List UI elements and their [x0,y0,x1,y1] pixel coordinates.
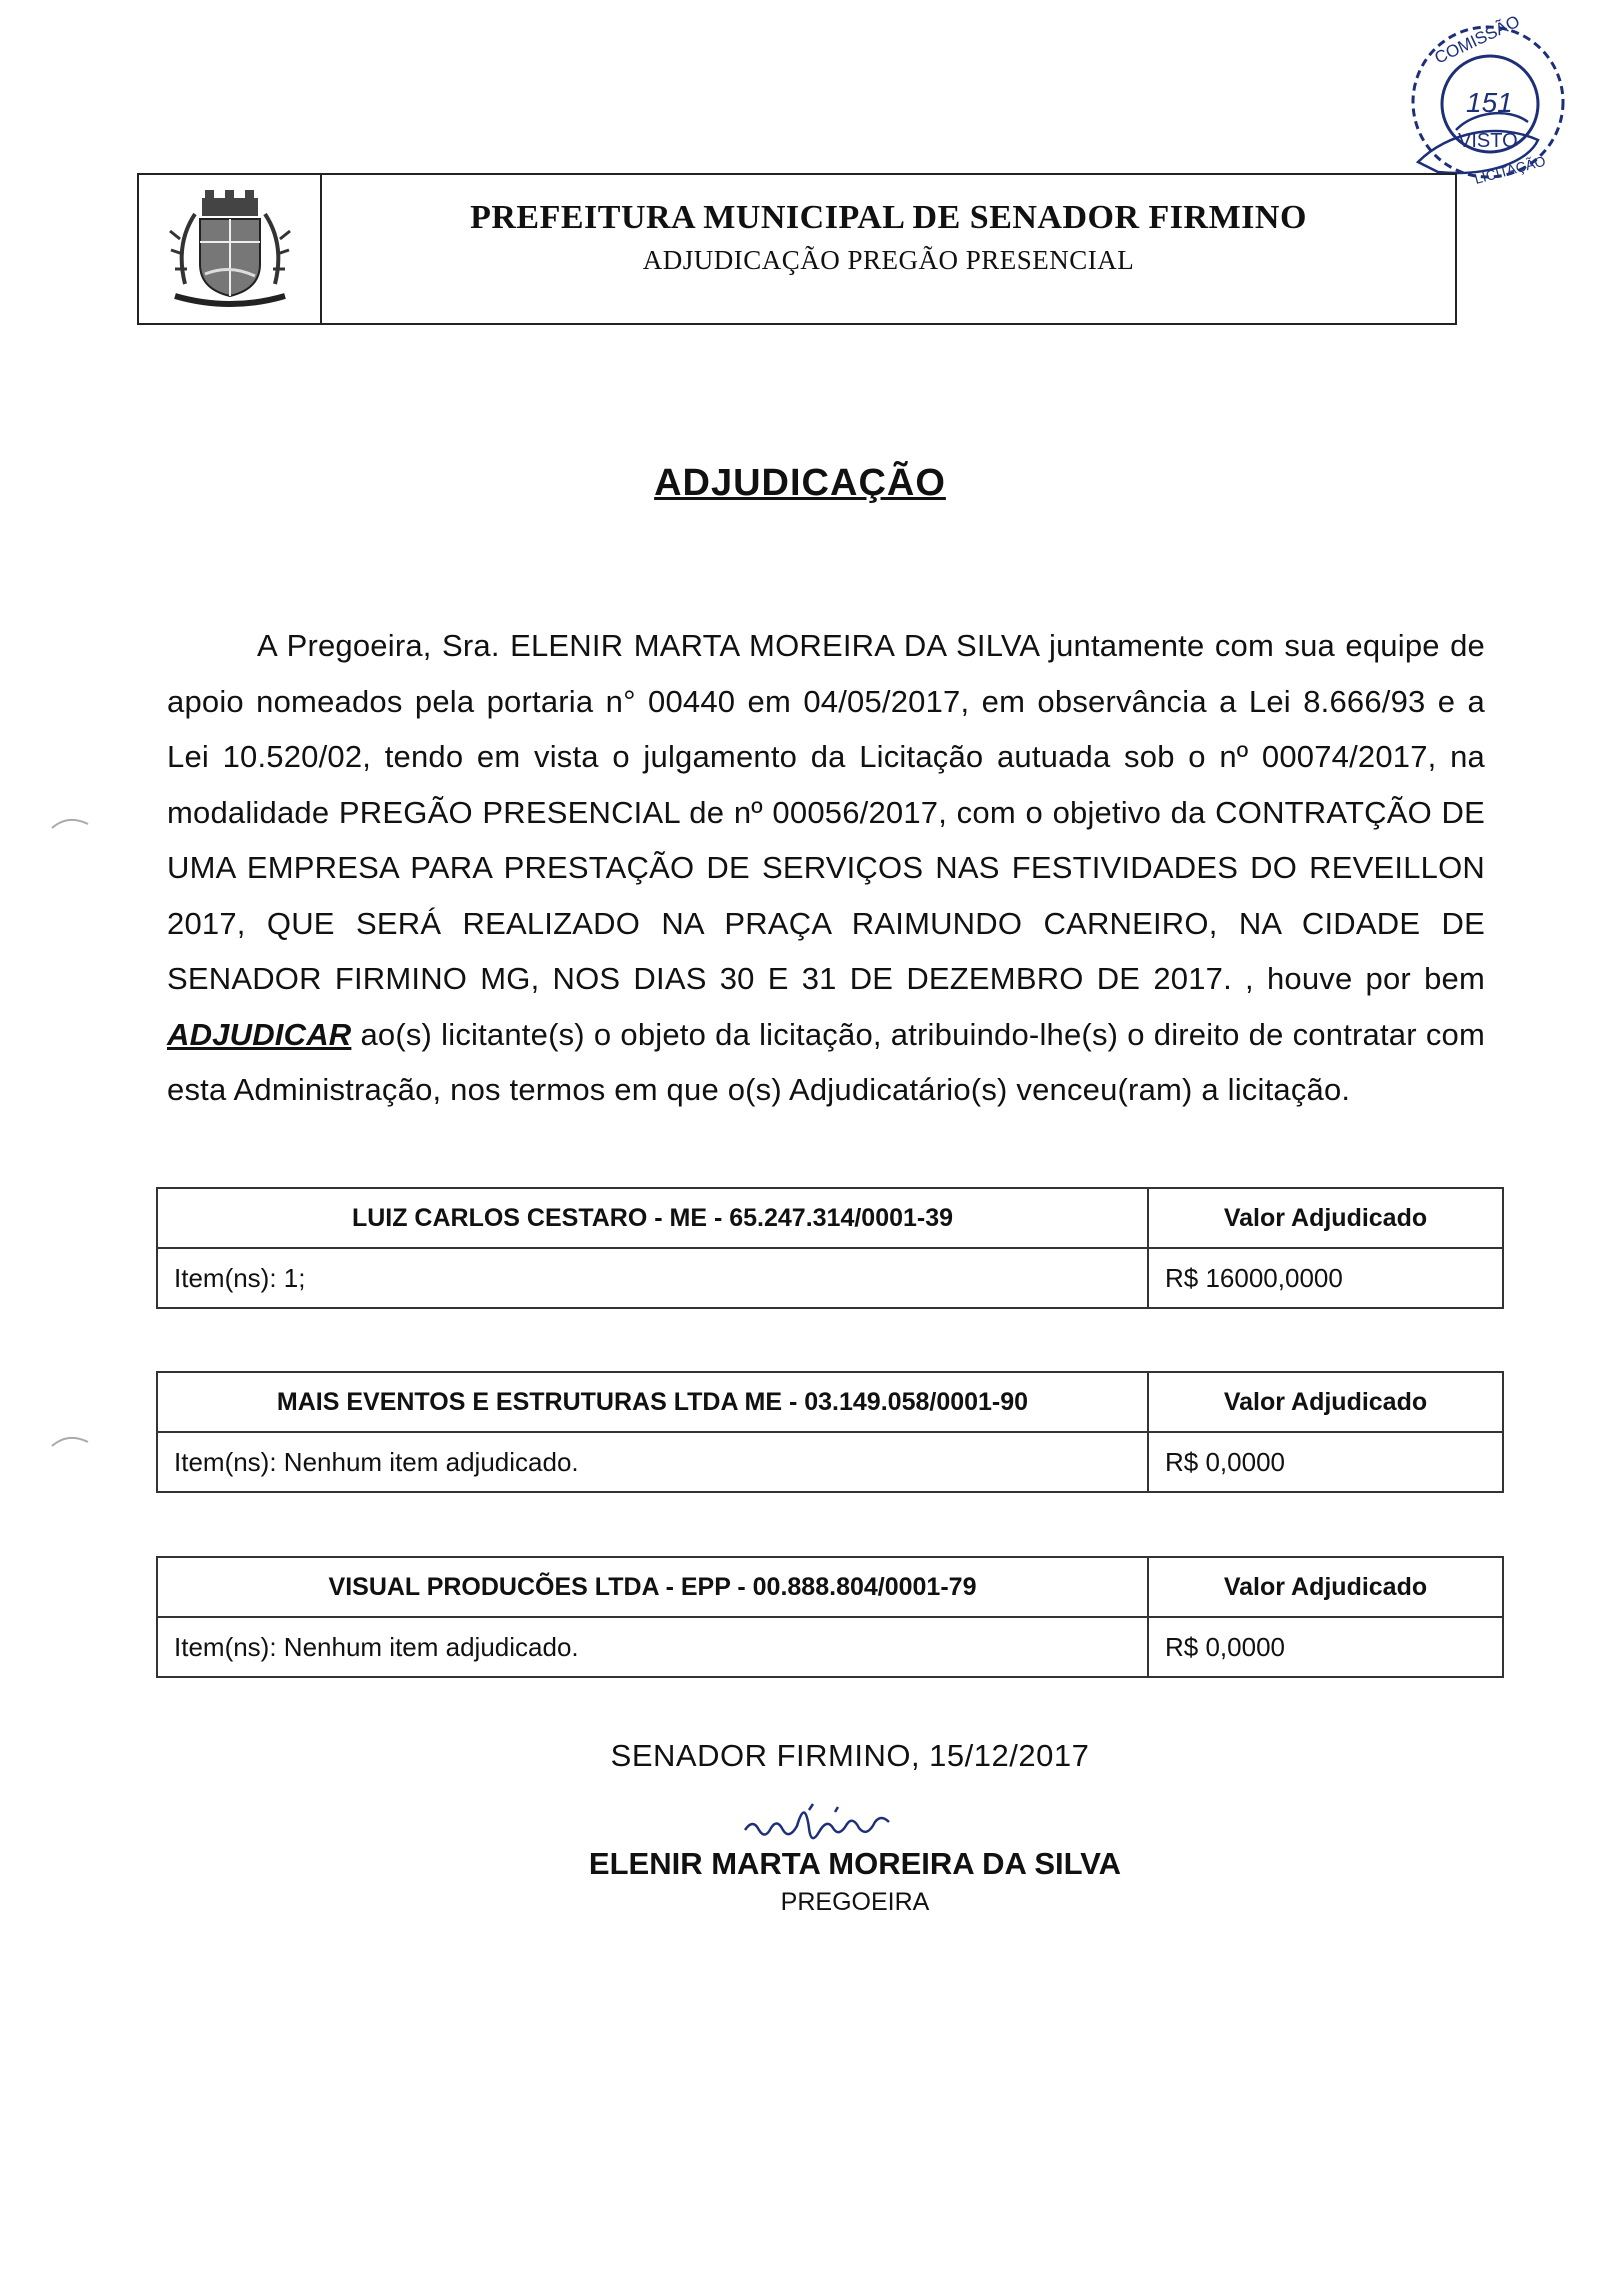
awarded-items: Item(ns): Nenhum item adjudicado. [157,1617,1148,1677]
award-table [156,1187,1504,1309]
award-header-row [157,1557,1503,1617]
awarded-items: Item(ns): Nenhum item adjudicado. [157,1432,1148,1492]
document-type-subtitle: ADJUDICAÇÃO PREGÃO PRESENCIAL [642,245,1135,275]
awarded-value: R$ 16000,0000 [1148,1248,1503,1308]
stamp-top-text: COMISSÃO [1431,12,1523,68]
crest-cell [139,175,322,323]
award-detail-row [157,1617,1503,1677]
handwritten-signature [735,1788,955,1848]
document-title: ADJUDICAÇÃO [654,462,946,504]
adjudication-paragraph [167,618,1485,1118]
value-label: Valor Adjudicado [1148,1557,1503,1617]
award-header-row [157,1188,1503,1248]
award-detail-row [157,1248,1503,1308]
award-table [156,1371,1504,1493]
award-table [156,1556,1504,1678]
stamp-number: 151 [1466,87,1513,118]
paragraph-text-part1: A Pregoeira, Sra. ELENIR MARTA MOREIRA DA SILVA juntamente com sua equipe de apoio nomeados pela portaria n° 00440 em 04/05/2017, em observância a Lei 8.666/93 e a Lei 10.520/02, tendo em vista o julgamento da Licitação autuada sob o nº 00074/2017, na modalidade PREGÃO PRESENCIAL de nº 00056/2017, com o objetivo da CONTRATÇÃO DE UMA EMPRESA PARA PRESTAÇÃO DE SERVIÇOS NAS FESTIVIDADES DO REVEILLON 2017, QUE SERÁ REALIZADO NA PRAÇA RAIMUNDO CARNEIRO, NA CIDADE DE SENADOR FIRMINO MG, NOS DIAS 30 E 31 DE DEZEMBRO DE 2017. , houve por bem [167,628,1485,996]
letterhead [137,173,1457,325]
awarded-value: R$ 0,0000 [1148,1617,1503,1677]
visto-stamp [1378,12,1578,197]
awarded-items: Item(ns): 1; [157,1248,1148,1308]
coat-of-arms-icon [155,184,305,314]
stamp-middle-text: VISTO [1458,130,1518,152]
value-label: Valor Adjudicado [1148,1372,1503,1432]
vendor-name: LUIZ CARLOS CESTARO - ME - 65.247.314/0001-39 [157,1188,1148,1248]
award-detail-row [157,1432,1503,1492]
punch-hole-mark [50,812,90,832]
value-label: Valor Adjudicado [1148,1188,1503,1248]
award-header-row [157,1372,1503,1432]
paragraph-text-part2: ao(s) licitante(s) o objeto da licitação, atribuindo-lhe(s) o direito de contratar com esta Administração, nos termos em que o(s) Adjudicatário(s) venceu(ram) a licitação. [167,1016,1485,1107]
signer-role: PREGOEIRA [780,1888,930,1916]
punch-hole-mark [50,1430,90,1450]
adjudicar-emphasis: ADJUDICAR [167,1016,352,1052]
awarded-value: R$ 0,0000 [1148,1432,1503,1492]
stamp-bottom-text: LICITAÇÃO [1472,152,1548,187]
place-and-date: SENADOR FIRMINO, 15/12/2017 [610,1738,1090,1773]
municipality-title: PREFEITURA MUNICIPAL DE SENADOR FIRMINO [470,199,1307,236]
vendor-name: VISUAL PRODUCÕES LTDA - EPP - 00.888.804/0001-79 [157,1557,1148,1617]
vendor-name: MAIS EVENTOS E ESTRUTURAS LTDA ME - 03.149.058/0001-90 [157,1372,1148,1432]
signer-name: ELENIR MARTA MOREIRA DA SILVA [588,1846,1122,1881]
